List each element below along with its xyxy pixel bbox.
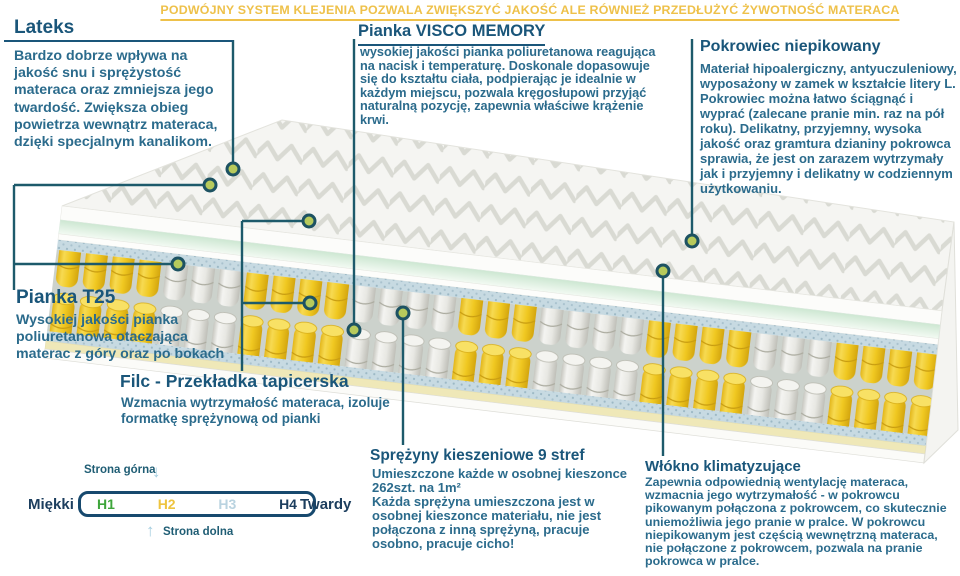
spring-zone xyxy=(449,298,539,389)
spring-zone xyxy=(637,320,754,414)
pianka-t25-description: Wysokiej jakości pianka poliuretanowa otaczająca materac z góry oraz po bokach xyxy=(16,312,225,362)
callout-dot xyxy=(686,235,698,247)
lateks-underline xyxy=(4,40,233,42)
pianka-t25-title: Pianka T25 xyxy=(16,287,116,308)
spring-zone xyxy=(744,333,834,424)
callout-dot xyxy=(227,163,239,175)
visco-memory-title: Pianka VISCO MEMORY xyxy=(358,22,545,46)
lateks-description: Bardzo dobrze wpływa na jakość snu i sprężystość materaca oraz zmniejsza jego twardość. Zwiększa obieg powietrza wewnątrz materaca, dzięki specjalnym kanalikom. xyxy=(14,48,218,151)
top-side-label: Strona górna xyxy=(84,464,156,476)
sprezyny-description-line2: Każda sprężyna umieszczona jest w osobnej kieszonce materiału, nie jest połączona z inną sprężyną, pracuje osobno, pracuje cicho! xyxy=(372,494,602,551)
callout-dot xyxy=(303,215,315,227)
hardness-scale xyxy=(78,491,316,517)
bottom-side-label: Strona dolna xyxy=(163,526,234,538)
callout-dot xyxy=(348,324,360,336)
callout-dot xyxy=(304,297,316,309)
sprezyny-description xyxy=(372,467,642,551)
sprezyny-description-line1: Umieszczone każde w osobnej kieszonce 262szt. na 1m² xyxy=(372,466,628,495)
sprezyny-title: Sprężyny kieszeniowe 9 stref xyxy=(370,447,585,464)
pokrowiec-description: Materiał hipoalergiczny, antyuczuleniowy, wyposażony w zamek w kształcie litery L. Pokrowiec można łatwo ściągnąć i wyprać (zalecane pranie min. raz na pół roku). Delikatny, przyjemny, wysoka jakość oraz gramtura dzianiny pokrowca sprawia, że jest on zarazem wytrzymały jak i przyjemny i delikatny w codziennym użytkowaniu. xyxy=(700,61,957,196)
callout-dot xyxy=(397,307,409,319)
arrow-up-icon: ↑ xyxy=(146,521,155,540)
filc-title: Filc - Przekładka tapicerska xyxy=(120,371,349,391)
wlokno-description: Zapewnia odpowiednią wentylację materaca, wzmacnia jego wytrzymałość - w pokrowcu pikowanym połączona z pokrowcem, co skutecznie uniemożliwia jego pranie w pralce. W pokrowcu niepikowanym jest częścią wewnętrzną materaca, nie połączone z pokrowcem, pozwala na pranie pokrowca w pralce. xyxy=(645,475,947,569)
hardness-level-h1: H1 xyxy=(97,496,115,512)
hardness-level-h3: H3 xyxy=(218,496,237,512)
callout-dot xyxy=(204,179,216,191)
spring-zone xyxy=(825,342,937,436)
filc-description: Wzmacnia wytrzymałość materaca, izoluje formatkę sprężynową od pianki xyxy=(121,395,390,426)
visco-memory-description: wysokiej jakości pianka poliuretanowa reagująca na nacisk i temperaturę. Doskonale dopasowuje się do kształtu ciała, podpierając je idealnie w każdym miejscu, pozwala kręgosłupowi przyjąć naturalną pozycję, zapewnia właściwe krążenie krwi. xyxy=(360,45,656,127)
callout-dot xyxy=(657,265,669,277)
callout-dot xyxy=(172,258,184,270)
pokrowiec-title: Pokrowiec niepikowany xyxy=(700,38,881,55)
spring-zone xyxy=(235,272,352,366)
soft-label: Miękki xyxy=(28,496,74,513)
hardness-level-h2: H2 xyxy=(157,496,176,512)
spring-zone xyxy=(530,307,647,401)
hardness-level-h4: H4 xyxy=(279,496,297,512)
lateks-title: Lateks xyxy=(14,17,75,38)
hard-label: Twardy xyxy=(300,496,352,513)
arrow-down-icon: ↓ xyxy=(152,462,161,481)
top-banner: PODWÓJNY SYSTEM KLEJENIA POZWALA ZWIĘKSZYĆ JAKOŚĆ ALE RÓWNIEŻ PRZEDŁUŻYĆ ŻYWOTNOŚĆ MATERACA xyxy=(160,3,899,21)
wlokno-title: Włókno klimatyzujące xyxy=(645,458,801,475)
